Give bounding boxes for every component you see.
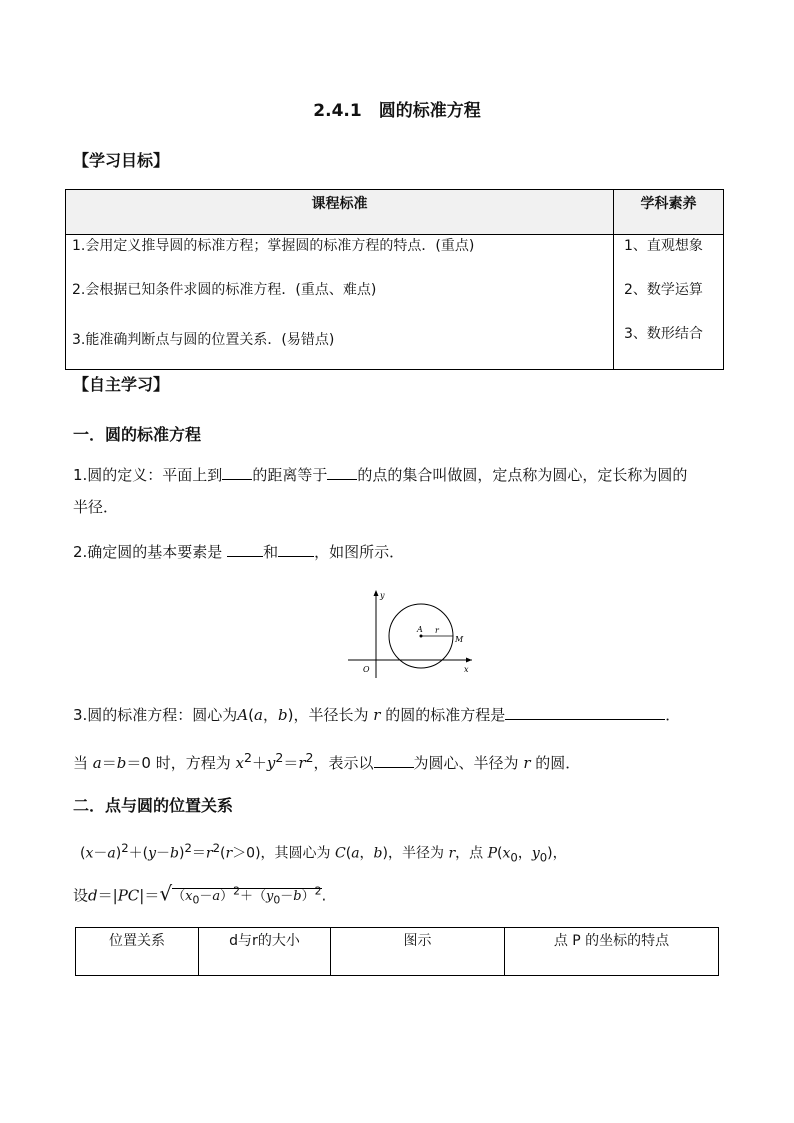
center-label: A: [417, 625, 423, 634]
blank-field[interactable]: [278, 540, 314, 557]
goals-heading: 【学习目标】: [73, 151, 170, 170]
header-point-feature: 点 P 的坐标的特点: [505, 928, 719, 976]
goals-col-literacy: 学科素养: [614, 190, 724, 235]
definition-line: 1.圆的定义：平面上到 的距离等于 的点的集合叫做圆，定点称为圆心，定长称为圆的: [73, 462, 687, 488]
standard-item: 2.会根据已知条件求圆的标准方程．(重点、难点): [72, 282, 377, 298]
blank-field[interactable]: [374, 751, 414, 768]
part1-heading: 一．圆的标准方程: [73, 425, 202, 444]
definition-line-2: 半径．: [73, 498, 119, 516]
standard-item: 1.会用定义推导圆的标准方程；掌握圆的标准方程的特点．(重点): [72, 238, 475, 254]
y-axis-label: y: [380, 591, 385, 600]
x-axis-label: x: [464, 665, 469, 674]
header-figure: 图示: [331, 928, 505, 976]
circle-equation-line: $(x-a)^2+(y-b)^2=r^2(r>0)$，其圆心为 C(a，b)，半径为 r，点 $P(x_0$，$y_0$)，: [80, 841, 567, 865]
blank-field[interactable]: [222, 463, 252, 480]
part2-heading: 二．点与圆的位置关系: [73, 796, 234, 815]
origin-label: O: [363, 665, 370, 674]
radius-label: r: [435, 626, 439, 635]
self-study-heading: 【自主学习】: [73, 375, 170, 394]
goals-table: [65, 189, 724, 370]
blank-field[interactable]: [505, 703, 665, 720]
header-d-r: d与r的大小: [199, 928, 331, 976]
page-title: 2.4.1 圆的标准方程: [313, 101, 481, 121]
elements-line: 2.确定圆的基本要素是 和 ，如图所示．: [73, 539, 404, 565]
goals-col-standard: 课程标准: [66, 190, 614, 235]
blank-field[interactable]: [327, 463, 357, 480]
position-relation-table: [75, 927, 719, 976]
blank-field[interactable]: [227, 540, 263, 557]
distance-line: 设$d=|PC|=√(x_0-a)^2+(y_0-b)^2$.: [73, 881, 327, 907]
standards-cell: [66, 235, 614, 370]
standard-item: 3.能准确判断点与圆的位置关系．(易错点): [72, 332, 335, 348]
literacy-item: 1、直观想象: [624, 238, 703, 254]
circle-figure: [340, 586, 480, 680]
standard-equation-line: 3.圆的标准方程：圆心为A(a，b)，半径长为 r 的圆的标准方程是 ．: [73, 702, 680, 728]
point-m-label: M: [455, 635, 464, 644]
header-position: 位置关系: [76, 928, 199, 976]
literacy-cell: [614, 235, 724, 370]
special-case-line: 当 a＝b＝0 时，方程为 $x^2+y^2=r^2$，表示以 为圆心、半径为 r 的圆．: [73, 750, 581, 772]
literacy-item: 2、数学运算: [624, 282, 703, 298]
literacy-item: 3、数形结合: [624, 326, 703, 342]
